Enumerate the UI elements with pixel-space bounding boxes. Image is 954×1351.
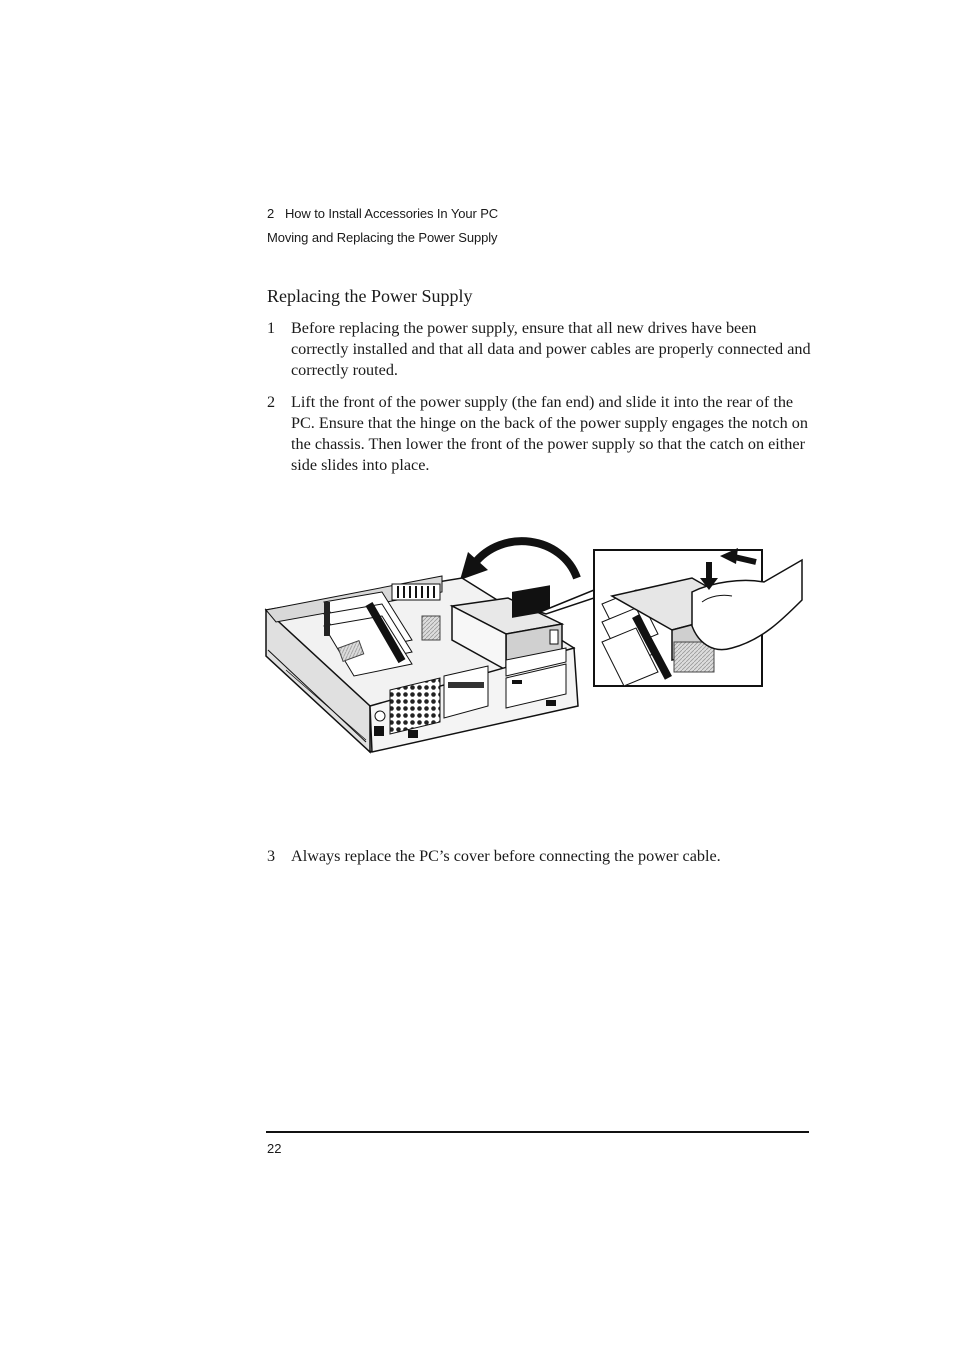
- step-item: [267, 846, 812, 867]
- page-heading: Replacing the Power Supply: [267, 286, 473, 306]
- step-text: Lift the front of the power supply (the fan end) and slide it into the rear of the PC. Ensure that the hinge on the back of the power supply engages the notch on the chassis. Then lower the front of the power supply so that the catch on either side slides into place.: [291, 393, 808, 474]
- step-number: 3: [267, 847, 276, 865]
- step-text: Always replace the PC’s cover before connecting the power cable.: [291, 847, 721, 865]
- step-number: 1: [267, 319, 276, 337]
- rotation-arrow-icon: [460, 541, 577, 580]
- chapter-title: How to Install Accessories In Your PC: [285, 206, 499, 221]
- step-number: 2: [267, 393, 276, 411]
- step-text: Before replacing the power supply, ensure that all new drives have been correctly installed and that all data and power cables are properly connected and correctly routed.: [291, 319, 811, 379]
- pc-chassis: [266, 576, 578, 752]
- power-supply-illustration: [262, 530, 807, 760]
- inset-detail: [594, 548, 802, 686]
- chapter-number: 2: [267, 206, 275, 221]
- step-item: [267, 318, 812, 381]
- footer-rule: [266, 1131, 809, 1133]
- chapter-header: [267, 206, 498, 221]
- page-number: 22: [267, 1141, 282, 1156]
- rear-io-panel: [392, 584, 440, 600]
- section-title: Moving and Replacing the Power Supply: [267, 230, 498, 245]
- step-item: [267, 392, 812, 476]
